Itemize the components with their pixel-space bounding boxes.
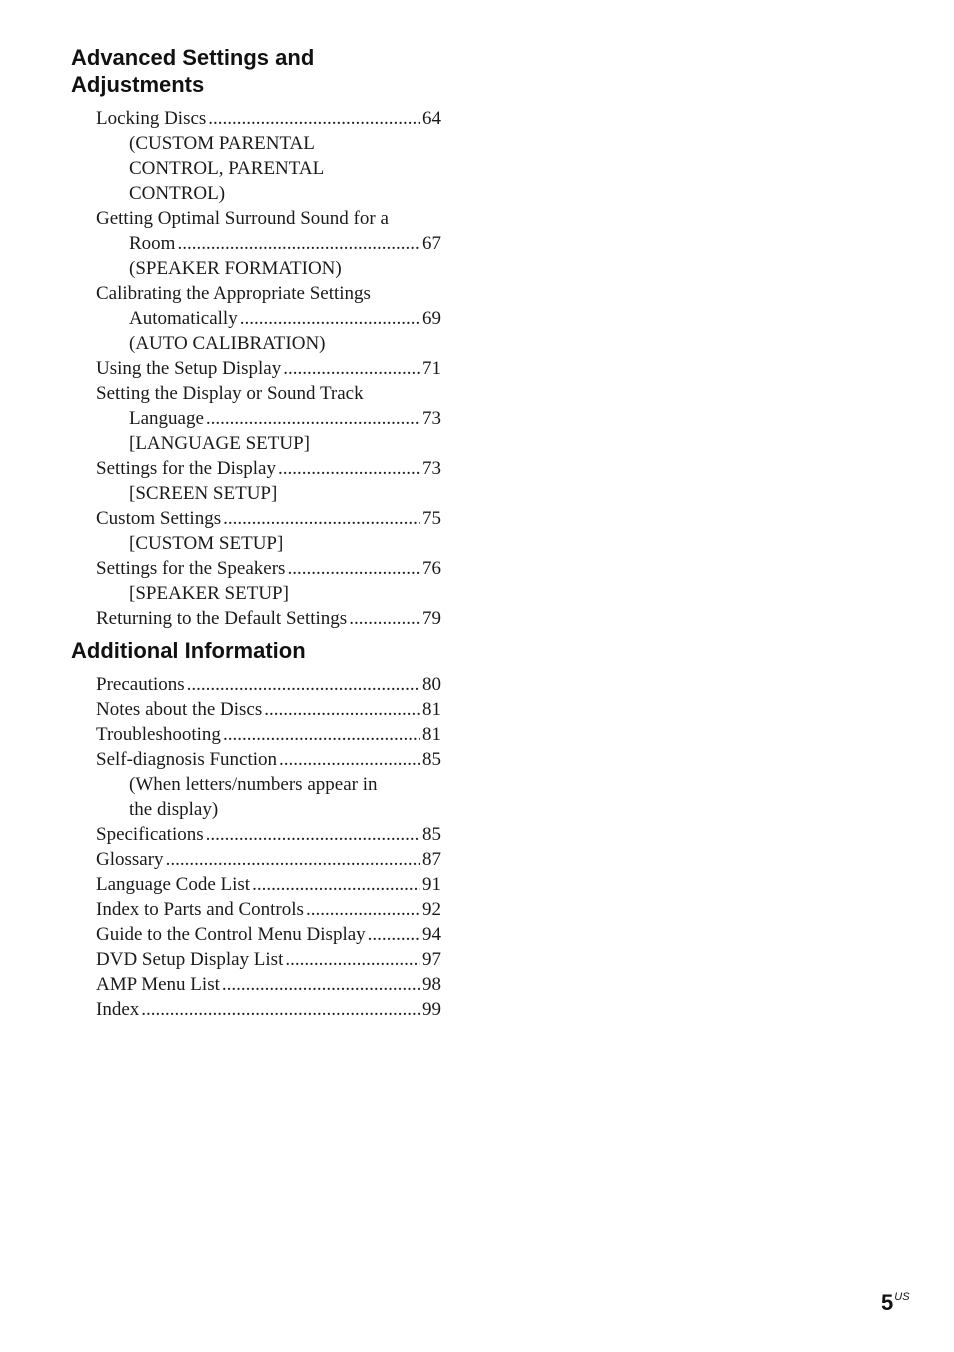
entry-title: Returning to the Default Settings bbox=[96, 608, 348, 629]
entry-page-number: 85 bbox=[422, 824, 441, 845]
entry-title: Locking Discs bbox=[96, 108, 207, 129]
entry-title: Settings for the Display bbox=[96, 458, 276, 479]
toc-entry-row bbox=[96, 997, 441, 1022]
toc-entry[interactable] bbox=[96, 456, 441, 506]
dot-leader bbox=[285, 947, 420, 972]
toc-entry[interactable] bbox=[96, 897, 441, 922]
toc-entry-row bbox=[96, 972, 441, 997]
entry-title: Glossary bbox=[96, 849, 164, 870]
toc-entry[interactable] bbox=[96, 947, 441, 972]
toc-entry[interactable] bbox=[96, 281, 441, 356]
entry-title: Custom Settings bbox=[96, 508, 222, 529]
entry-title: Settings for the Speakers bbox=[96, 558, 286, 579]
entry-title: Setting the Display or Sound Track bbox=[96, 383, 364, 404]
entry-page-number: 75 bbox=[422, 508, 441, 529]
dot-leader bbox=[208, 106, 420, 131]
entry-note: [SPEAKER SETUP] bbox=[129, 583, 289, 604]
toc-entry-row bbox=[96, 406, 441, 431]
toc-entry-row bbox=[96, 106, 441, 131]
entry-note: (AUTO CALIBRATION) bbox=[129, 333, 326, 354]
toc-entry-row bbox=[96, 847, 441, 872]
page-number-suffix: US bbox=[894, 1291, 910, 1303]
dot-leader bbox=[252, 872, 420, 897]
dot-leader bbox=[283, 356, 420, 381]
section-title-line: Additional Information bbox=[71, 638, 306, 663]
entry-page-number: 98 bbox=[422, 974, 441, 995]
entry-note: (SPEAKER FORMATION) bbox=[129, 258, 342, 279]
toc-entry-row bbox=[96, 822, 441, 847]
entry-note: [LANGUAGE SETUP] bbox=[129, 433, 311, 454]
entry-page-number: 97 bbox=[422, 949, 441, 970]
toc-entry[interactable] bbox=[96, 506, 441, 556]
entry-list-additional-information bbox=[96, 672, 441, 1022]
dot-leader bbox=[206, 822, 420, 847]
toc-entry-row bbox=[96, 606, 441, 631]
entry-note: CONTROL) bbox=[129, 183, 226, 204]
toc-entry[interactable] bbox=[96, 697, 441, 722]
entry-note: (CUSTOM PARENTAL bbox=[129, 133, 315, 154]
entry-page-number: 94 bbox=[422, 924, 441, 945]
entry-page-number: 69 bbox=[422, 308, 441, 329]
toc-entry[interactable] bbox=[96, 872, 441, 897]
entry-page-number: 67 bbox=[422, 233, 441, 254]
toc-entry[interactable] bbox=[96, 606, 441, 631]
dot-leader bbox=[279, 747, 420, 772]
toc-entry-row bbox=[96, 456, 441, 481]
entry-title: Notes about the Discs bbox=[96, 699, 263, 720]
toc-entry-row bbox=[96, 306, 441, 331]
entry-title: Using the Setup Display bbox=[96, 358, 282, 379]
toc-entry[interactable] bbox=[96, 381, 441, 456]
toc-entry[interactable] bbox=[96, 672, 441, 697]
section-title-line: Advanced Settings and bbox=[71, 45, 315, 70]
section-title-advanced-settings bbox=[71, 44, 451, 98]
entry-page-number: 71 bbox=[422, 358, 441, 379]
dot-leader bbox=[278, 456, 420, 481]
dot-leader bbox=[222, 972, 420, 997]
toc-entry[interactable] bbox=[96, 722, 441, 747]
toc-entry-row bbox=[96, 872, 441, 897]
entry-page-number: 80 bbox=[422, 674, 441, 695]
entry-title: Getting Optimal Surround Sound for a bbox=[96, 208, 389, 229]
toc-entry-row bbox=[96, 556, 441, 581]
entry-page-number: 81 bbox=[422, 724, 441, 745]
toc-entry-row bbox=[96, 231, 441, 256]
dot-leader bbox=[223, 722, 420, 747]
page-number bbox=[881, 1284, 910, 1316]
entry-page-number: 91 bbox=[422, 874, 441, 895]
dot-leader bbox=[264, 697, 420, 722]
toc-entry-row bbox=[96, 747, 441, 772]
toc-entry[interactable] bbox=[96, 206, 441, 281]
dot-leader bbox=[240, 306, 420, 331]
toc-entry[interactable] bbox=[96, 972, 441, 997]
entry-title: Language Code List bbox=[96, 874, 251, 895]
toc-entry-row bbox=[96, 897, 441, 922]
entry-title: Precautions bbox=[96, 674, 185, 695]
dot-leader bbox=[187, 672, 420, 697]
dot-leader bbox=[141, 997, 420, 1022]
toc-entry[interactable] bbox=[96, 747, 441, 822]
page-number-value: 5 bbox=[881, 1290, 894, 1315]
entry-title: Specifications bbox=[96, 824, 204, 845]
toc-entry[interactable] bbox=[96, 556, 441, 606]
toc-entry[interactable] bbox=[96, 822, 441, 847]
entry-note: [CUSTOM SETUP] bbox=[129, 533, 284, 554]
dot-leader bbox=[368, 922, 420, 947]
dot-leader bbox=[306, 897, 420, 922]
dot-leader bbox=[287, 556, 420, 581]
toc-entry[interactable] bbox=[96, 356, 441, 381]
toc-entry-row bbox=[96, 947, 441, 972]
entry-title: Guide to the Control Menu Display bbox=[96, 924, 366, 945]
dot-leader bbox=[349, 606, 420, 631]
toc-entry-row bbox=[96, 697, 441, 722]
entry-title: AMP Menu List bbox=[96, 974, 220, 995]
section-title-additional-information bbox=[71, 637, 451, 664]
entry-title-continued: Room bbox=[129, 233, 176, 254]
toc-entry[interactable] bbox=[96, 847, 441, 872]
toc-entry[interactable] bbox=[96, 106, 441, 206]
entry-page-number: 87 bbox=[422, 849, 441, 870]
entry-note: the display) bbox=[129, 799, 219, 820]
entry-page-number: 76 bbox=[422, 558, 441, 579]
entry-note: [SCREEN SETUP] bbox=[129, 483, 278, 504]
entry-page-number: 92 bbox=[422, 899, 441, 920]
entry-title: Self-diagnosis Function bbox=[96, 749, 278, 770]
entry-page-number: 64 bbox=[422, 108, 441, 129]
entry-title: DVD Setup Display List bbox=[96, 949, 284, 970]
toc-entry-row bbox=[96, 672, 441, 697]
toc-entry-row bbox=[96, 356, 441, 381]
entry-title: Index to Parts and Controls bbox=[96, 899, 304, 920]
entry-note: CONTROL, PARENTAL bbox=[129, 158, 325, 179]
entry-title: Calibrating the Appropriate Settings bbox=[96, 283, 371, 304]
dot-leader bbox=[206, 406, 420, 431]
entry-page-number: 73 bbox=[422, 458, 441, 479]
entry-note: (When letters/numbers appear in bbox=[129, 774, 378, 795]
toc-entry-row bbox=[96, 506, 441, 531]
entry-page-number: 73 bbox=[422, 408, 441, 429]
entry-page-number: 85 bbox=[422, 749, 441, 770]
toc-entry[interactable] bbox=[96, 997, 441, 1022]
entry-title: Index bbox=[96, 999, 140, 1020]
section-title-line: Adjustments bbox=[71, 72, 205, 97]
toc-entry[interactable] bbox=[96, 922, 441, 947]
entry-page-number: 79 bbox=[422, 608, 441, 629]
dot-leader bbox=[223, 506, 420, 531]
entry-title-continued: Automatically bbox=[129, 308, 238, 329]
entry-page-number: 99 bbox=[422, 999, 441, 1020]
entry-title-continued: Language bbox=[129, 408, 204, 429]
dot-leader bbox=[177, 231, 420, 256]
entry-page-number: 81 bbox=[422, 699, 441, 720]
toc-entry-row bbox=[96, 922, 441, 947]
dot-leader bbox=[166, 847, 420, 872]
entry-list-advanced-settings bbox=[96, 106, 441, 631]
entry-title: Troubleshooting bbox=[96, 724, 221, 745]
toc-entry-row bbox=[96, 722, 441, 747]
